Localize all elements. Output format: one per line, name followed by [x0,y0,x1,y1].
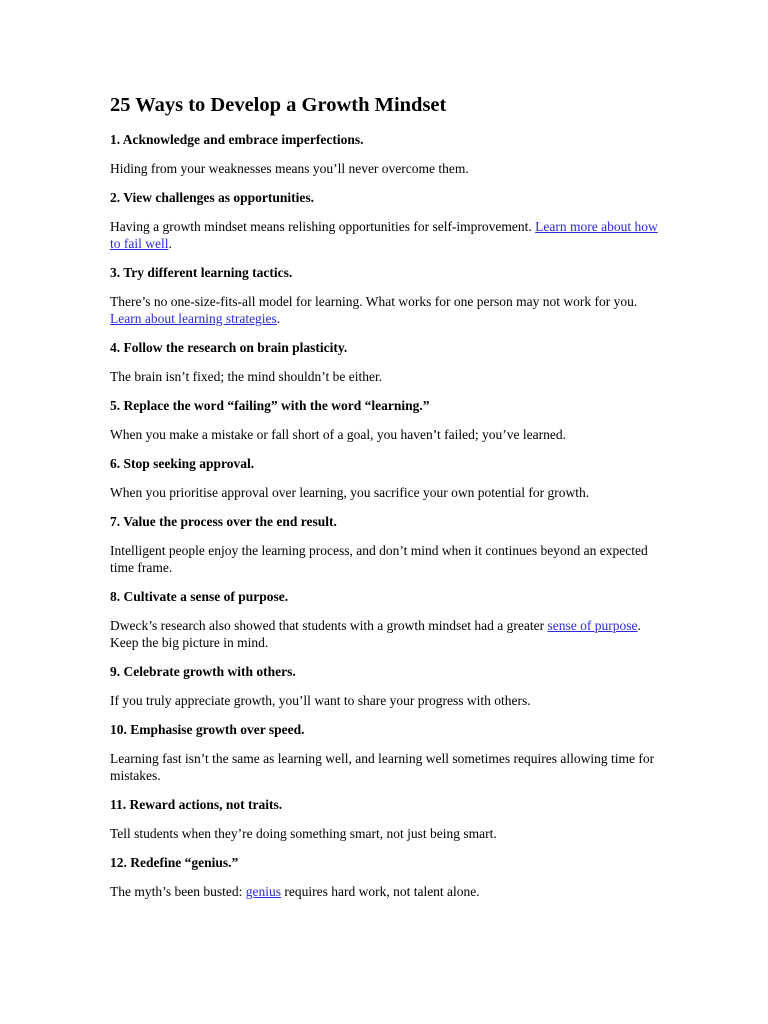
list-item [110,588,658,651]
list-item [110,513,658,576]
item-heading: 8. Cultivate a sense of purpose. [110,589,289,604]
item-body [110,542,658,576]
body-text: . [168,236,172,251]
item-heading: 5. Replace the word “failing” with the word “learning.” [110,398,430,413]
list-item [110,721,658,784]
body-text: Hiding from your weaknesses means you’ll never overcome them. [110,161,469,176]
body-text: When you prioritise approval over learning, you sacrifice your own potential for growth. [110,485,590,500]
item-body [110,750,658,784]
body-text: There’s no one-size-fits-all model for learning. What works for one person may not work for you. [110,294,638,309]
document-title: 25 Ways to Develop a Growth Mindset [110,94,447,116]
item-heading: 1. Acknowledge and embrace imperfections. [110,132,364,147]
body-link[interactable]: Learn more about how to fail well [110,219,658,251]
list-item [110,264,658,327]
list-item [110,796,658,842]
body-text: When you make a mistake or fall short of a goal, you haven’t failed; you’ve learned. [110,427,566,442]
item-body [110,692,658,709]
list-item [110,189,658,252]
item-body [110,883,658,900]
item-body [110,617,658,651]
item-heading: 3. Try different learning tactics. [110,265,293,280]
item-heading: 4. Follow the research on brain plasticity. [110,340,348,355]
body-text: Intelligent people enjoy the learning process, and don’t mind when it continues beyond an expected time frame. [110,543,648,575]
body-text: If you truly appreciate growth, you’ll want to share your progress with others. [110,693,531,708]
item-body [110,484,658,501]
item-body [110,293,658,327]
body-link[interactable]: sense of purpose [547,618,638,633]
item-heading: 11. Reward actions, not traits. [110,797,283,812]
body-link[interactable]: Learn about learning strategies [110,311,277,326]
item-heading: 6. Stop seeking approval. [110,456,255,471]
item-heading: 12. Redefine “genius.” [110,855,239,870]
item-body [110,218,658,252]
body-text: The brain isn’t fixed; the mind shouldn’t be either. [110,369,383,384]
body-text: Having a growth mindset means relishing opportunities for self-improvement. [110,219,536,234]
item-body [110,426,658,443]
item-heading: 7. Value the process over the end result. [110,514,337,529]
list-item [110,663,658,709]
item-body [110,368,658,385]
body-text: requires hard work, not talent alone. [280,884,480,899]
body-text: The myth’s been busted: [110,884,246,899]
body-text: Learning fast isn’t the same as learning well, and learning well sometimes requires allowing time for mistakes. [110,751,655,783]
list-item [110,854,658,900]
item-heading: 2. View challenges as opportunities. [110,190,315,205]
body-text: . Keep the big picture in mind. [110,618,641,650]
item-body [110,825,658,842]
body-text: Tell students when they’re doing something smart, not just being smart. [110,826,497,841]
body-text: Dweck’s research also showed that students with a growth mindset had a greater [110,618,548,633]
body-text: . [276,311,281,326]
list-item [110,397,658,443]
list-item [110,339,658,385]
item-heading: 10. Emphasise growth over speed. [110,722,305,737]
body-link[interactable]: genius [245,884,281,899]
list-item [110,455,658,501]
item-body [110,160,658,177]
list-item [110,131,658,177]
item-list [110,131,658,900]
item-heading: 9. Celebrate growth with others. [110,664,296,679]
